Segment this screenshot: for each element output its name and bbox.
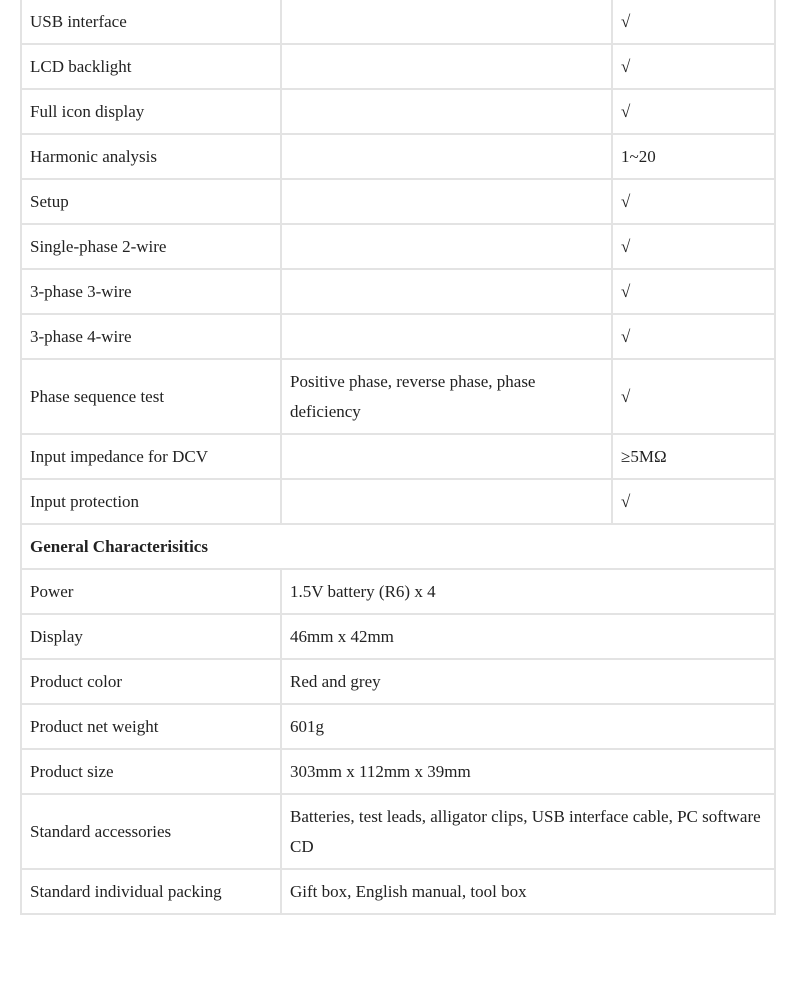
table-row bbox=[21, 479, 775, 524]
feature-name: 3-phase 3-wire bbox=[21, 269, 281, 314]
feature-detail bbox=[281, 224, 612, 269]
spec-value: Batteries, test leads, alligator clips, USB interface cable, PC software CD bbox=[281, 794, 775, 869]
table-row bbox=[21, 0, 775, 44]
table-row bbox=[21, 794, 775, 869]
section-header-row bbox=[21, 524, 775, 569]
feature-value: √ bbox=[612, 359, 775, 434]
spec-name: Standard individual packing bbox=[21, 869, 281, 914]
feature-detail bbox=[281, 269, 612, 314]
spec-name: Product size bbox=[21, 749, 281, 794]
feature-detail bbox=[281, 89, 612, 134]
table-row bbox=[21, 659, 775, 704]
feature-value: √ bbox=[612, 89, 775, 134]
spec-name: Standard accessories bbox=[21, 794, 281, 869]
feature-value: √ bbox=[612, 224, 775, 269]
feature-detail bbox=[281, 179, 612, 224]
feature-value: √ bbox=[612, 314, 775, 359]
feature-value: √ bbox=[612, 269, 775, 314]
table-row bbox=[21, 569, 775, 614]
table-row bbox=[21, 224, 775, 269]
feature-name: Full icon display bbox=[21, 89, 281, 134]
table-row bbox=[21, 749, 775, 794]
feature-name: Input impedance for DCV bbox=[21, 434, 281, 479]
table-row bbox=[21, 44, 775, 89]
table-row bbox=[21, 269, 775, 314]
spec-value: Red and grey bbox=[281, 659, 775, 704]
table-row bbox=[21, 869, 775, 914]
spec-table bbox=[20, 0, 776, 915]
feature-name: USB interface bbox=[21, 0, 281, 44]
feature-value: √ bbox=[612, 44, 775, 89]
table-row bbox=[21, 179, 775, 224]
feature-name: Input protection bbox=[21, 479, 281, 524]
feature-detail bbox=[281, 314, 612, 359]
spec-value: Gift box, English manual, tool box bbox=[281, 869, 775, 914]
table-row bbox=[21, 614, 775, 659]
table-row bbox=[21, 314, 775, 359]
feature-name: 3-phase 4-wire bbox=[21, 314, 281, 359]
spec-value: 601g bbox=[281, 704, 775, 749]
spec-value: 303mm x 112mm x 39mm bbox=[281, 749, 775, 794]
table-row bbox=[21, 89, 775, 134]
feature-detail bbox=[281, 44, 612, 89]
feature-value: √ bbox=[612, 479, 775, 524]
feature-name: Harmonic analysis bbox=[21, 134, 281, 179]
section-heading: General Characterisitics bbox=[21, 524, 775, 569]
feature-value: 1~20 bbox=[612, 134, 775, 179]
spec-name: Product net weight bbox=[21, 704, 281, 749]
feature-value: √ bbox=[612, 179, 775, 224]
feature-detail bbox=[281, 134, 612, 179]
feature-detail bbox=[281, 0, 612, 44]
table-row bbox=[21, 359, 775, 434]
feature-value: √ bbox=[612, 0, 775, 44]
feature-name: Phase sequence test bbox=[21, 359, 281, 434]
spec-value: 1.5V battery (R6) x 4 bbox=[281, 569, 775, 614]
spec-name: Display bbox=[21, 614, 281, 659]
feature-name: LCD backlight bbox=[21, 44, 281, 89]
feature-value: ≥5MΩ bbox=[612, 434, 775, 479]
feature-detail bbox=[281, 479, 612, 524]
feature-detail bbox=[281, 434, 612, 479]
table-row bbox=[21, 134, 775, 179]
feature-name: Setup bbox=[21, 179, 281, 224]
spec-name: Product color bbox=[21, 659, 281, 704]
table-row bbox=[21, 704, 775, 749]
spec-value: 46mm x 42mm bbox=[281, 614, 775, 659]
spec-name: Power bbox=[21, 569, 281, 614]
table-row bbox=[21, 434, 775, 479]
feature-name: Single-phase 2-wire bbox=[21, 224, 281, 269]
feature-detail: Positive phase, reverse phase, phase deficiency bbox=[281, 359, 612, 434]
